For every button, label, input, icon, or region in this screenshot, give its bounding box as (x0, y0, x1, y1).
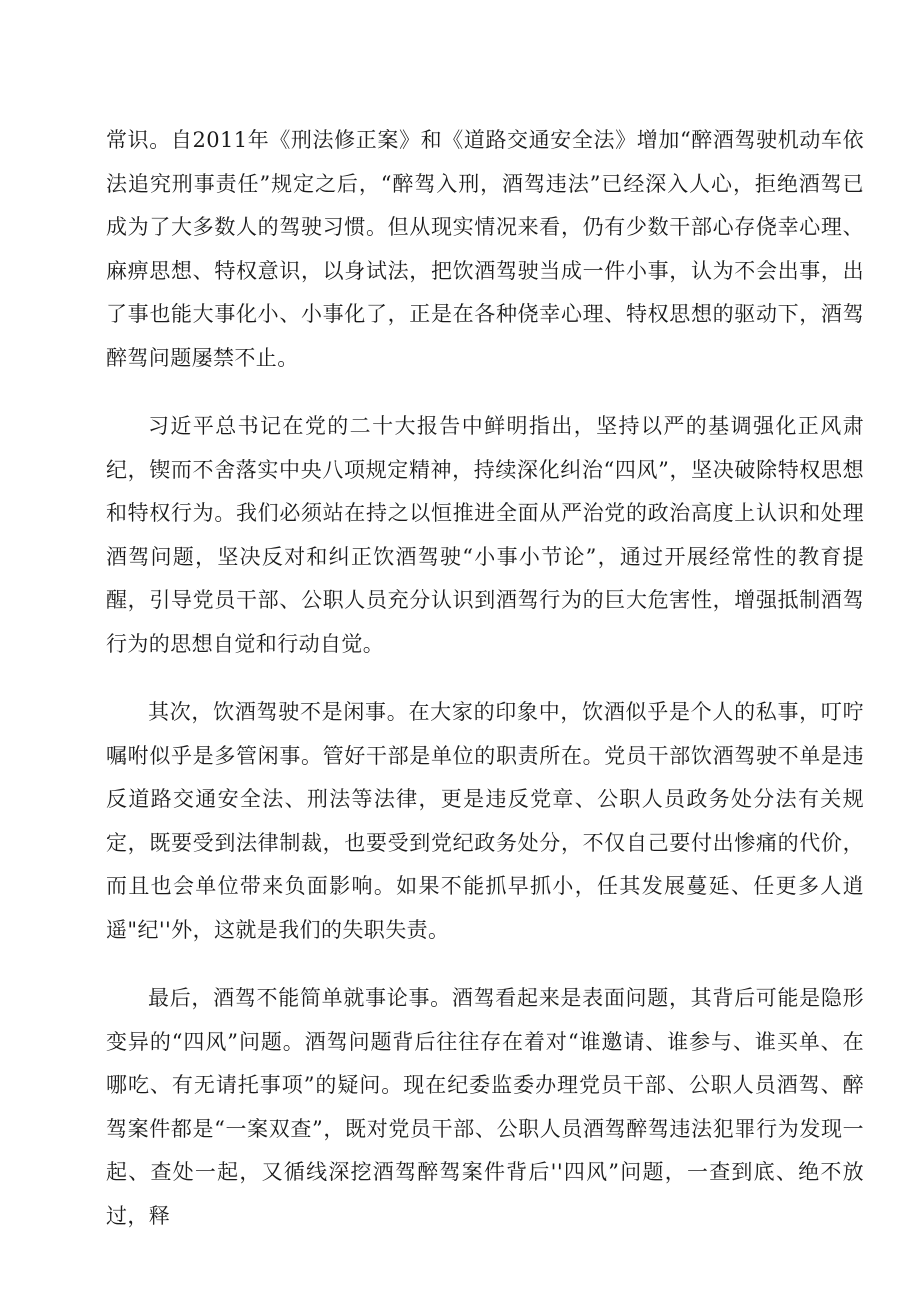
document-body (106, 119, 864, 1238)
paragraph-4: 最后，酒驾不能简单就事论事。酒驾看起来是表面问题，其背后可能是隐形变异的“四风”问题。酒驾问题背后往往存在着对“谁邀请、谁参与、谁买单、在哪吃、有无请托事项”的疑问。现在纪委监委办理党员干部、公职人员酒驾、醉驾案件都是“一案双查”，既对党员干部、公职人员酒驾醉驾违法犯罪行为发现一起、查处一起，又循线深挖酒驾醉驾案件背后''四风”问题，一查到底、绝不放过，释 (106, 986, 864, 1228)
paragraph-2: 习近平总书记在党的二十大报告中鲜明指出，坚持以严的基调强化正风肃纪，锲而不舍落实中央八项规定精神，持续深化纠治“四风”，坚决破除特权思想和特权行为。我们必须站在持之以恒推进全面从严治党的政治高度上认识和处理酒驾问题，坚决反对和纠正饮酒驾驶“小事小节论”，通过开展经常性的教育提醒，引导党员干部、公职人员充分认识到酒驾行为的巨大危害性，增强抵制酒驾行为的思想自觉和行动自觉。 (106, 414, 864, 656)
paragraph-1: 常识。自2011年《刑法修正案》和《道路交通安全法》增加“醉酒驾驶机动车依法追究刑事责任”规定之后，“醉驾入刑，酒驾违法”已经深入人心，拒绝酒驾已成为了大多数人的驾驶习惯。但从现实情况来看，仍有少数干部心存侥幸心理、麻痹思想、特权意识，以身试法，把饮酒驾驶当成一件小事，认为不会出事，出了事也能大事化小、小事化了，正是在各种侥幸心理、特权思想的驱动下，酒驾醉驾问题屡禁不止。 (106, 128, 864, 370)
paragraph-3: 其次，饮酒驾驶不是闲事。在大家的印象中，饮酒似乎是个人的私事，叮咛嘱咐似乎是多管闲事。管好干部是单位的职责所在。党员干部饮酒驾驶不单是违反道路交通安全法、刑法等法律，更是违反党章、公职人员政务处分法有关规定，既要受到法律制裁，也要受到党纪政务处分，不仅自己要付出惨痛的代价，而且也会单位带来负面影响。如果不能抓早抓小，任其发展蔓延、任更多人逍遥"纪''外，这就是我们的失职失责。 (106, 700, 864, 942)
